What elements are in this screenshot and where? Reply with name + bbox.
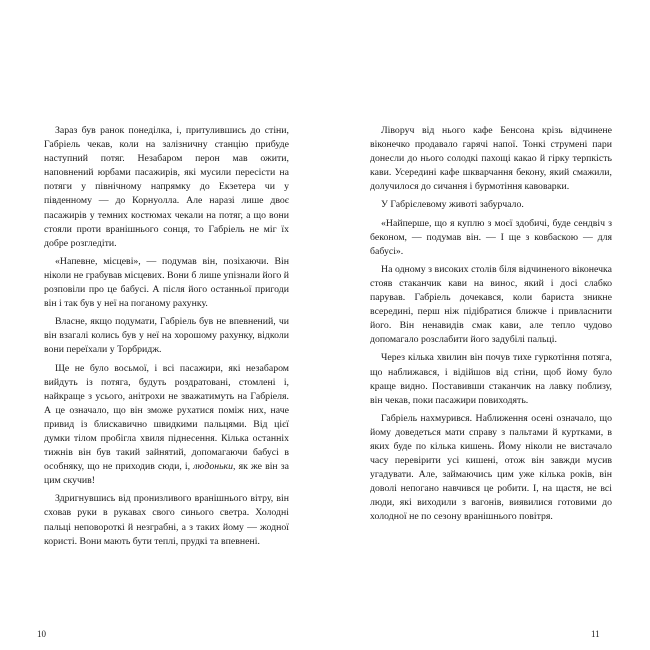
- page-number-right: 11: [591, 629, 600, 639]
- paragraph-text: Ще не було восьмої, і всі пасажири, які незабаром вийдуть із потяга, будуть роздратовані, стомлені і, найкраще з усього, анітрохи не зважатимуть на Габріеля. А це означало, що він зможе рухатися поміж них, наче привид із блискавично швидкими пальцями. Від цієї думки тілом пробігла хвиля піднесення. Кілька останніх тижнів він був такий зайнятий, допомагаючи бабусі в особняку, що не приходив сюди, і,: [44, 362, 289, 473]
- right-page: [325, 0, 650, 650]
- paragraph: Через кілька хвилин він почув тихе гуркотіння потяга, що наближався, і відійшов від стіни, щоб йому було краще видно. Поставивши стаканчик на лавку поблизу, він чекав, поки пасажири повиходять.: [370, 352, 612, 406]
- paragraph: «Напевне, місцеві», — подумав він, позіхаючи. Він ніколи не грабував місцевих. Вони б лише упізнали його й розповіли про це бабусі. А після його останньої пригоди він і так був у неї на поганому рахунку.: [44, 255, 289, 310]
- paragraph: «Найперше, що я куплю з моєї здобичі, буде сендвіч з беконом, — подумав він. — І ще з ковбаскою — для бабусі».: [370, 217, 612, 257]
- paragraph: У Габрієлевому животі забурчало.: [381, 199, 524, 211]
- right-page-text: [370, 124, 612, 525]
- paragraph: Зараз був ранок понеділка, і, притулившись до стіни, Габріель чекав, коли на залізничну станцію прибуде наступний потяг. Незабаром перон мав ожити, наповнений юрбами пасажирів, які мусили пересісти на потяги у північному напрямку до Екзетера чи у південному — до Корнуолла. Але наразі лише двоє пасажирів у темних костюмах чекали на потяг, а що вони стояли проти вранішнього сонця, то Габріель не міг їх добре розгледіти.: [44, 125, 289, 249]
- paragraph: Ліворуч від нього кафе Бенсона крізь відчинене віконечко продавало гарячі напої. Тонкі струмені пари донесли до нього солодкі пахощі какао й гірку терпкість кави. Усередині кафе шкварчання бекону, який смажили, долучилося до сичання і бурмотіння кавоварки.: [370, 125, 612, 193]
- paragraph: Здригнувшись від пронизливого вранішнього вітру, він сховав руки в рукавах свого синього светра. Холодні пальці неповороткі й незграбні, а з таких йому — жодної користі. Вони мають бути теплі, прудкі та впевнені.: [44, 493, 289, 547]
- page-number-left: 10: [37, 629, 46, 639]
- left-page-text: [44, 124, 289, 549]
- paragraph: На одному з високих столів біля відчиненого віконечка стояв стаканчик кави на винос, який і досі слабко парував. Габріель дочекався, коли бариста зникне всередині, перш ніж підібратися ближче і привласнити його. Він ненавидів смак кави, але тепло чудово допомагало розслабити його задубілі пальці.: [370, 263, 612, 346]
- paragraph: Власне, якщо подумати, Габріель був не впевнений, чи він взагалі колись був у неї на хорошому рахунку, відколи вони переїхали у Торбридж.: [44, 316, 289, 356]
- paragraph: Габріель нахмурився. Наближення осені означало, що йому доведеться мати справу з пальтами й куртками, в яких буде по кілька кишень. Йому ніколи не вистачало часу перевірити усі кишені, отож він завжди мусив угадувати. Але, займаючись цим уже кілька років, він доволі непогано навчився це робити. І, на щастя, не всі люди, які виходили з вагонів, виявилися готовими до холодної не по сезону вранішнього повітря.: [370, 412, 612, 523]
- paragraph-text-tail: , як же він за цим скучив!: [44, 461, 289, 487]
- emphasized-word: людоньки: [193, 461, 234, 473]
- paragraph-with-emphasis: [44, 362, 289, 489]
